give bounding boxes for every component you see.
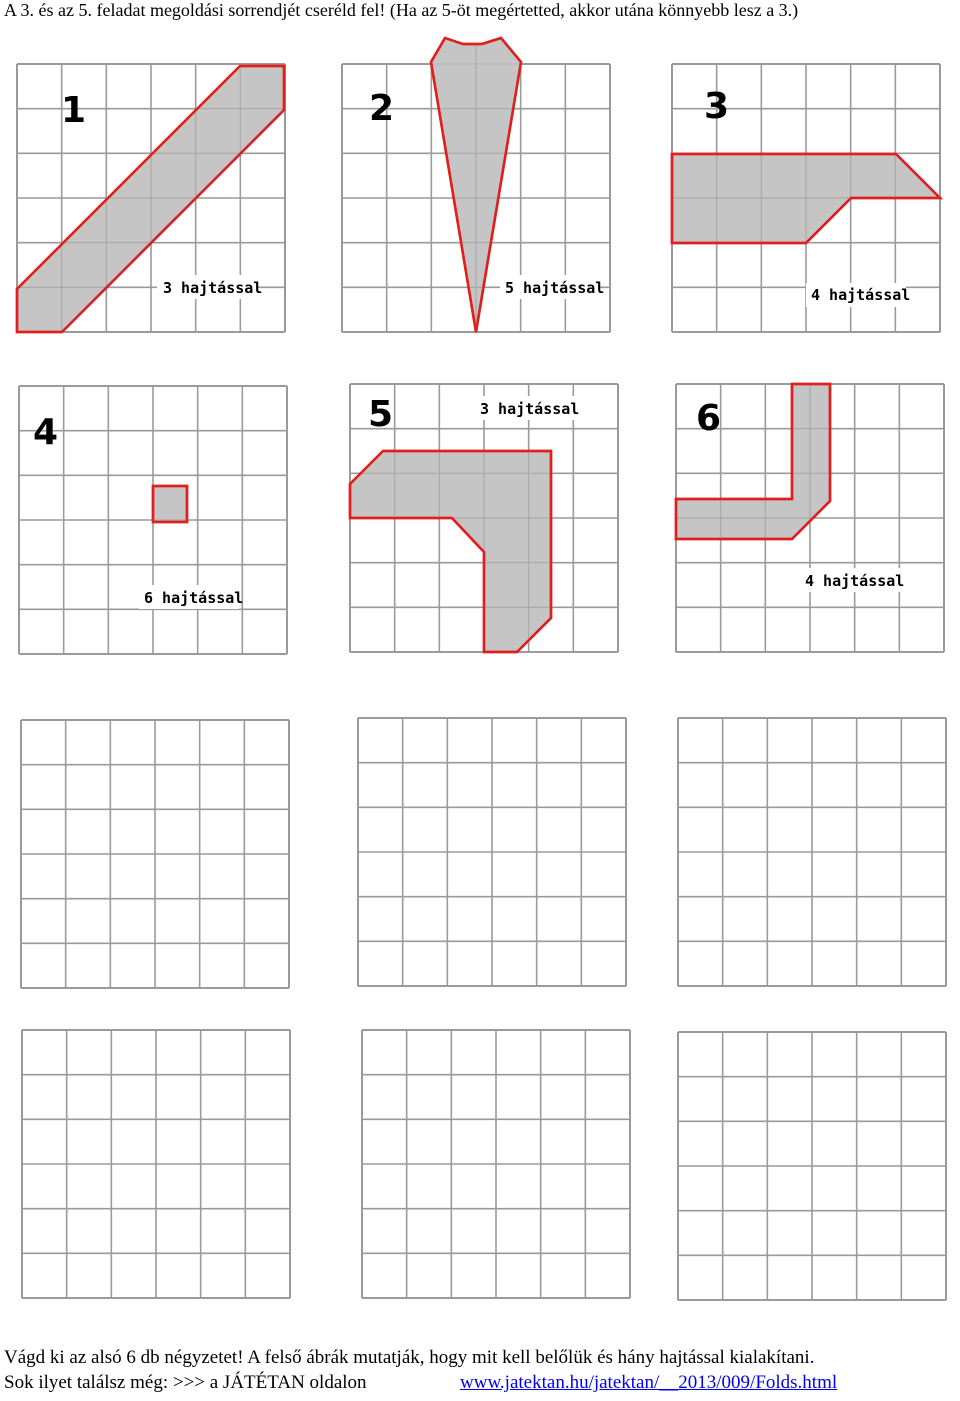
- blank-grid-6-figure: [678, 1032, 946, 1300]
- puzzle-4-label: 6 hajtással: [144, 589, 244, 607]
- puzzle-5: [350, 384, 618, 652]
- blank-grid-3[interactable]: [678, 718, 946, 986]
- jatektan-link[interactable]: www.jatektan.hu/jatektan/__2013/009/Folds.html: [460, 1372, 838, 1393]
- blank-grid-3-figure: [678, 718, 946, 986]
- puzzle-6: [676, 384, 944, 652]
- puzzle-2: [342, 64, 610, 332]
- puzzle-1-number: 1: [61, 90, 87, 131]
- puzzle-5-figure: [350, 384, 618, 652]
- blank-grid-1-figure: [21, 720, 289, 988]
- puzzle-1: [17, 64, 285, 332]
- puzzle-3-figure: [672, 64, 940, 332]
- puzzle-1-figure: [17, 64, 285, 332]
- puzzle-3-number: 3: [704, 86, 730, 127]
- blank-grid-2[interactable]: [358, 718, 626, 986]
- puzzle-4-shape: [153, 486, 187, 522]
- puzzle-4: [19, 386, 287, 654]
- blank-grid-5[interactable]: [362, 1030, 630, 1298]
- puzzle-3: [672, 64, 940, 332]
- puzzle-3-label: 4 hajtással: [811, 286, 911, 304]
- blank-grid-2-figure: [358, 718, 626, 986]
- puzzle-6-label: 4 hajtással: [805, 572, 905, 590]
- blank-grid-1[interactable]: [21, 720, 289, 988]
- blank-grid-4-figure: [22, 1030, 290, 1298]
- blank-grid-4[interactable]: [22, 1030, 290, 1298]
- puzzle-4-number: 4: [33, 412, 59, 453]
- puzzle-5-label: 3 hajtással: [480, 400, 580, 418]
- puzzle-5-number: 5: [368, 394, 394, 435]
- puzzle-4-figure: [19, 386, 287, 654]
- instruction-header: A 3. és az 5. feladat megoldási sorrendjét cseréld fel! (Ha az 5-öt megértetted, akkor utána könnyebb lesz a 3.): [4, 0, 799, 20]
- puzzle-2-label: 5 hajtással: [505, 279, 605, 297]
- blank-grid-6[interactable]: [678, 1032, 946, 1300]
- puzzle-6-figure: [676, 384, 944, 652]
- puzzle-2-figure: [342, 64, 610, 332]
- footer-instruction: Vágd ki az alsó 6 db négyzetet! A felső ábrák mutatják, hogy mit kell belőlük és hány hajtással kialakítani.: [4, 1347, 815, 1368]
- footer-more: Sok ilyet találsz még: >>> a JÁTÉTAN oldalon: [4, 1372, 367, 1393]
- blank-grid-5-figure: [362, 1030, 630, 1298]
- puzzle-6-number: 6: [696, 398, 722, 439]
- puzzle-2-number: 2: [369, 88, 395, 129]
- puzzle-1-label: 3 hajtással: [163, 279, 263, 297]
